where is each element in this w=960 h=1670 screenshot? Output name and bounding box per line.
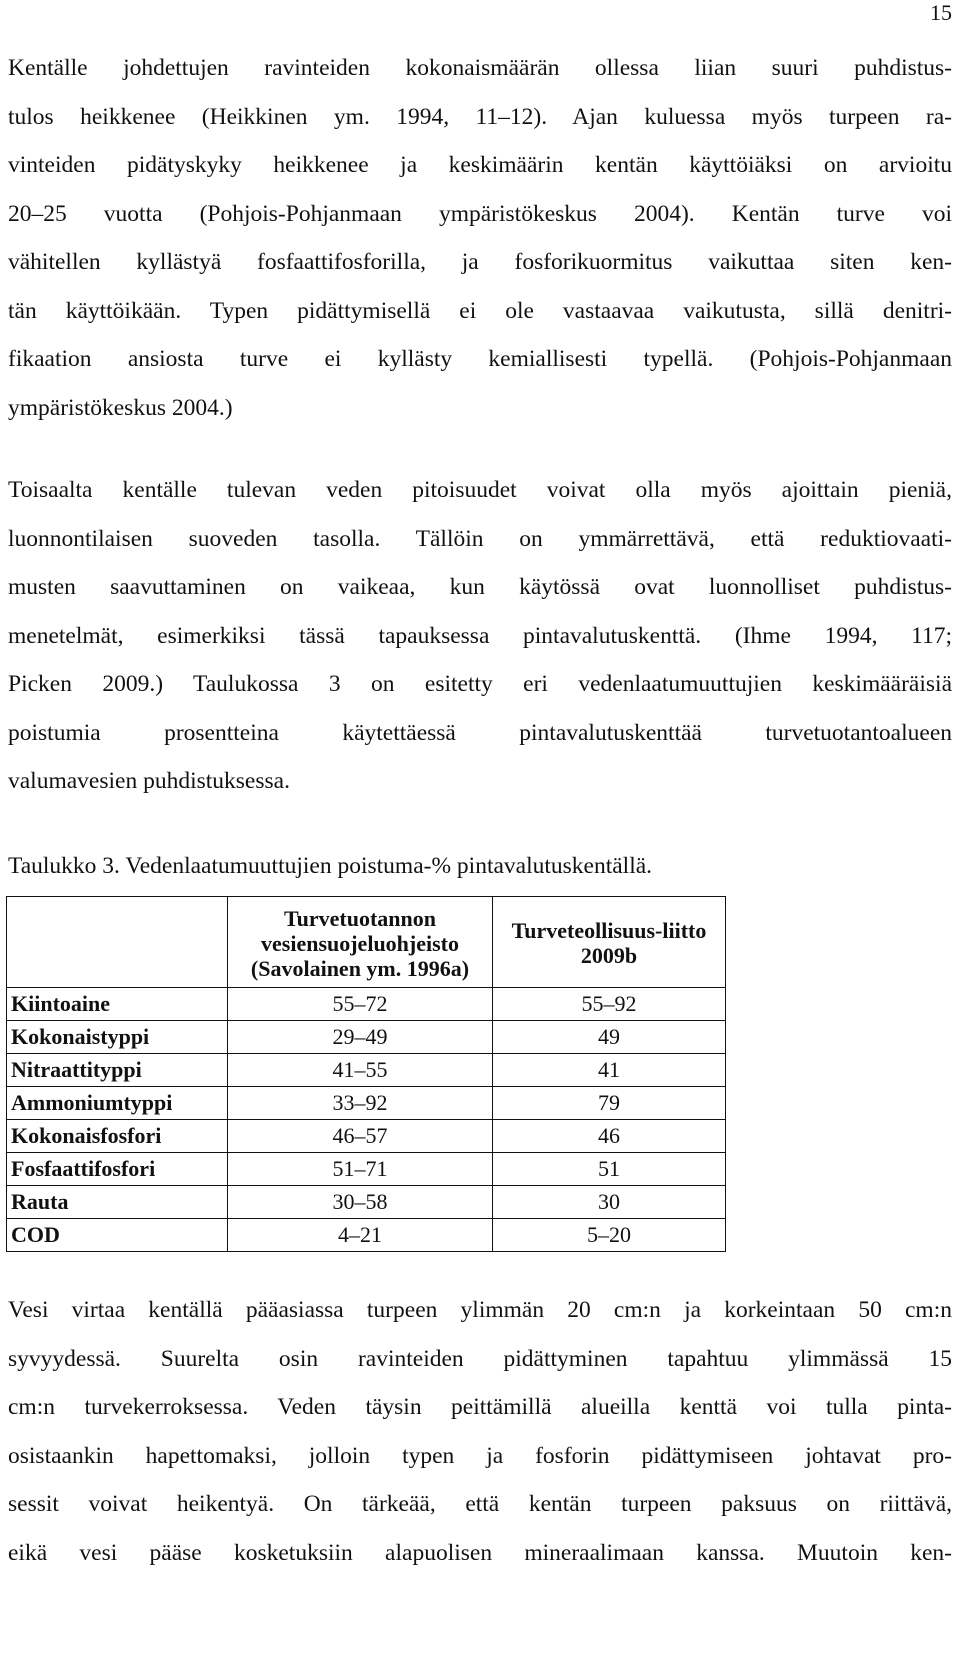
paragraph-line: poistumia prosentteina käytettäessä pintavalutuskenttää turvetuotantoalueen	[8, 719, 952, 746]
paragraph-line: tän käyttöikään. Typen pidättymisellä ei ole vastaavaa vaikutusta, sillä denitri-	[8, 297, 952, 324]
paragraph-line: 20–25 vuotta (Pohjois-Pohjanmaan ympäristökeskus 2004). Kentän turve voi	[8, 200, 952, 227]
paragraph-line: Toisaalta kentälle tulevan veden pitoisuudet voivat olla myös ajoittain pieniä,	[8, 477, 952, 503]
page-number: 15	[930, 0, 952, 25]
table-header-empty	[7, 897, 228, 988]
row-value-col2: 30	[493, 1186, 726, 1219]
row-label: Ammoniumtyppi	[7, 1087, 228, 1120]
row-value-col1: 29–49	[228, 1021, 493, 1054]
table-row	[7, 1087, 726, 1120]
table-row	[7, 1186, 726, 1219]
row-value-col1: 33–92	[228, 1087, 493, 1120]
row-value-col1: 46–57	[228, 1120, 493, 1153]
row-value-col2: 5–20	[493, 1219, 726, 1252]
table-row	[7, 1219, 726, 1252]
row-label: Kokonaisfosfori	[7, 1120, 228, 1153]
row-value-col1: 55–72	[228, 988, 493, 1021]
paragraph-line: Kentälle johdettujen ravinteiden kokonaismäärän ollessa liian suuri puhdistus-	[8, 55, 952, 81]
paragraph-3	[8, 1286, 952, 1577]
paragraph-line: luonnontilaisen suoveden tasolla. Tällöin on ymmärrettävä, että reduktiovaati-	[8, 525, 952, 552]
data-table	[6, 896, 726, 1252]
paragraph-1	[8, 44, 952, 432]
row-value-col2: 49	[493, 1021, 726, 1054]
row-label: COD	[7, 1219, 228, 1252]
row-value-col1: 41–55	[228, 1054, 493, 1087]
row-value-col1: 51–71	[228, 1153, 493, 1186]
paragraph-line: menetelmät, esimerkiksi tässä tapauksessa pintavalutuskenttä. (Ihme 1994, 117;	[8, 622, 952, 649]
paragraph-line: Picken 2009.) Taulukossa 3 on esitetty eri vedenlaatumuuttujien keskimääräisiä	[8, 671, 952, 697]
paragraph-line: musten saavuttaminen on vaikeaa, kun käytössä ovat luonnolliset puhdistus-	[8, 574, 952, 600]
paragraph-line: Vesi virtaa kentällä pääasiassa turpeen ylimmän 20 cm:n ja korkeintaan 50 cm:n	[8, 1297, 952, 1323]
row-value-col1: 4–21	[228, 1219, 493, 1252]
table-row	[7, 1120, 726, 1153]
row-label: Kiintoaine	[7, 988, 228, 1021]
paragraph-line: fikaation ansiosta turve ei kyllästy kemiallisesti typellä. (Pohjois-Pohjanmaan	[8, 346, 952, 372]
paragraph-line: eikä vesi pääse kosketuksiin alapuolisen mineraalimaan kanssa. Muutoin ken-	[8, 1539, 952, 1566]
table-row	[7, 1054, 726, 1087]
row-label: Nitraattityppi	[7, 1054, 228, 1087]
table-row	[7, 1153, 726, 1186]
table-header-col2: Turveteollisuus-liitto 2009b	[493, 897, 726, 988]
table-header-row	[7, 897, 726, 988]
row-value-col2: 55–92	[493, 988, 726, 1021]
table-row	[7, 988, 726, 1021]
paragraph-line: osistaankin hapettomaksi, jolloin typen ja fosforin pidättymiseen johtavat pro-	[8, 1442, 952, 1469]
paragraph-line: vähitellen kyllästyä fosfaattifosforilla, ja fosforikuormitus vaikuttaa siten ken-	[8, 249, 952, 275]
paragraph-2	[8, 466, 952, 806]
row-label: Rauta	[7, 1186, 228, 1219]
paragraph-line: sessit voivat heikentyä. On tärkeää, että kentän turpeen paksuus on riittävä,	[8, 1491, 952, 1517]
row-value-col2: 51	[493, 1153, 726, 1186]
row-value-col1: 30–58	[228, 1186, 493, 1219]
paragraph-line: valumavesien puhdistuksessa.	[8, 768, 290, 794]
table-caption: Taulukko 3. Vedenlaatumuuttujien poistuma-% pintavalutuskentällä.	[8, 853, 653, 879]
row-value-col2: 46	[493, 1120, 726, 1153]
row-label: Fosfaattifosfori	[7, 1153, 228, 1186]
table-header-col1: Turvetuotannon vesiensuojeluohjeisto (Savolainen ym. 1996a)	[228, 897, 493, 988]
paragraph-line: cm:n turvekerroksessa. Veden täysin peittämillä alueilla kenttä voi tulla pinta-	[8, 1394, 952, 1420]
paragraph-line: syvyydessä. Suurelta osin ravinteiden pidättyminen tapahtuu ylimmässä 15	[8, 1345, 952, 1372]
paragraph-line: tulos heikkenee (Heikkinen ym. 1994, 11–12). Ajan kuluessa myös turpeen ra-	[8, 103, 952, 130]
row-value-col2: 79	[493, 1087, 726, 1120]
paragraph-line: ympäristökeskus 2004.)	[8, 394, 233, 421]
paragraph-line: vinteiden pidätyskyky heikkenee ja keskimäärin kentän käyttöiäksi on arvioitu	[8, 152, 952, 178]
table-row	[7, 1021, 726, 1054]
row-label: Kokonaistyppi	[7, 1021, 228, 1054]
row-value-col2: 41	[493, 1054, 726, 1087]
